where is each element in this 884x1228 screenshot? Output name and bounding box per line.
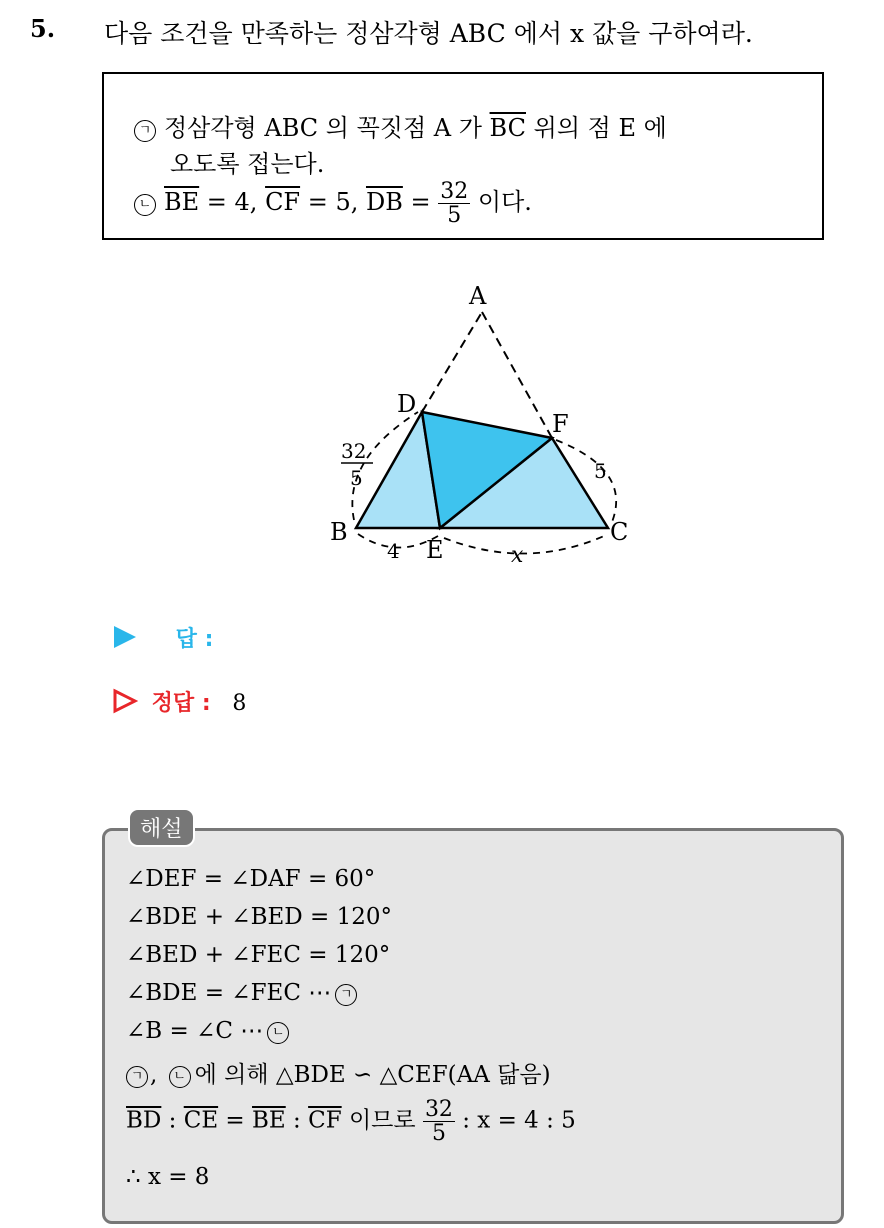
- explanation-line-7: $\overline{BD}$ : $\overline{CE} = \overline{BE}$ : $\overline{CF}$ 이므로 $\frac{32}{5}$ : x = 4 : 5: [126, 1097, 576, 1147]
- explanation-line-3: ∠BED + ∠FEC = 120°: [126, 942, 391, 968]
- explanation-line-2: ∠BDE + ∠BED = 120°: [126, 904, 392, 930]
- explanation-line-1: ∠DEF = ∠DAF = 60°: [126, 866, 376, 892]
- explanation-line-8: ∴ x = 8: [126, 1164, 210, 1190]
- label-b: B: [330, 518, 348, 546]
- outline-play-icon: [112, 688, 138, 714]
- correct-answer-label: 정답 :: [151, 691, 211, 716]
- explanation-line-4: ∠BDE = ∠FEC ⋯ ㄱ: [126, 980, 365, 1006]
- condition-fraction: $\frac{32}{5}$: [440, 179, 469, 229]
- question-text: 다음 조건을 만족하는 정삼각형 ABC 에서 x 값을 구하여라.: [104, 19, 753, 48]
- label-a: A: [469, 282, 487, 310]
- condition-1: ㄱ 정삼각형 ABC 의 꼭짓점 A 가 $\overline{BC}$ 위의 점 E 에: [134, 116, 667, 142]
- question-number: 5.: [30, 14, 56, 43]
- explanation-line-5: ∠B = ∠C ⋯ ㄴ: [126, 1018, 297, 1044]
- explanation-marker-1: ㄱ: [335, 984, 357, 1006]
- condition-marker-1: ㄱ: [134, 120, 156, 142]
- label-cf: 5: [594, 459, 607, 483]
- label-d: D: [397, 390, 417, 418]
- arc-ec: [444, 536, 604, 554]
- label-f: F: [552, 410, 569, 438]
- answer-label: 답 :: [175, 627, 214, 652]
- play-icon: [112, 624, 138, 650]
- label-ec: x: [511, 543, 524, 568]
- label-c: C: [610, 518, 629, 546]
- label-db-numerator: 32: [341, 439, 367, 463]
- condition-2: ㄴ $\overline{BE} = 4$, $\overline{CF} = 5$, $\overline{DB}$ = $\frac{32}{5}$ 이다.: [134, 180, 532, 227]
- answer-row: [112, 622, 213, 653]
- explanation-line-6: ㄱ , ㄴ 에 의해 △BDE ∽ △CEF(AA 닮음): [126, 1056, 551, 1089]
- explanation-fraction: $\frac{32}{5}$: [424, 1097, 453, 1147]
- triangle-figure: [320, 280, 640, 580]
- correct-answer-value: 8: [232, 691, 247, 716]
- explanation-tag: 해설: [128, 808, 195, 847]
- fold-line-ad: [422, 312, 482, 412]
- label-be: 4: [387, 539, 400, 563]
- fold-line-af: [482, 312, 552, 438]
- condition-1-line-2: 오도록 접는다.: [170, 150, 325, 178]
- label-e: E: [426, 536, 444, 564]
- correct-answer-row: [112, 686, 246, 717]
- condition-marker-2: ㄴ: [134, 194, 156, 216]
- explanation-marker-2: ㄴ: [267, 1022, 289, 1044]
- label-db-denominator: 5: [350, 466, 363, 490]
